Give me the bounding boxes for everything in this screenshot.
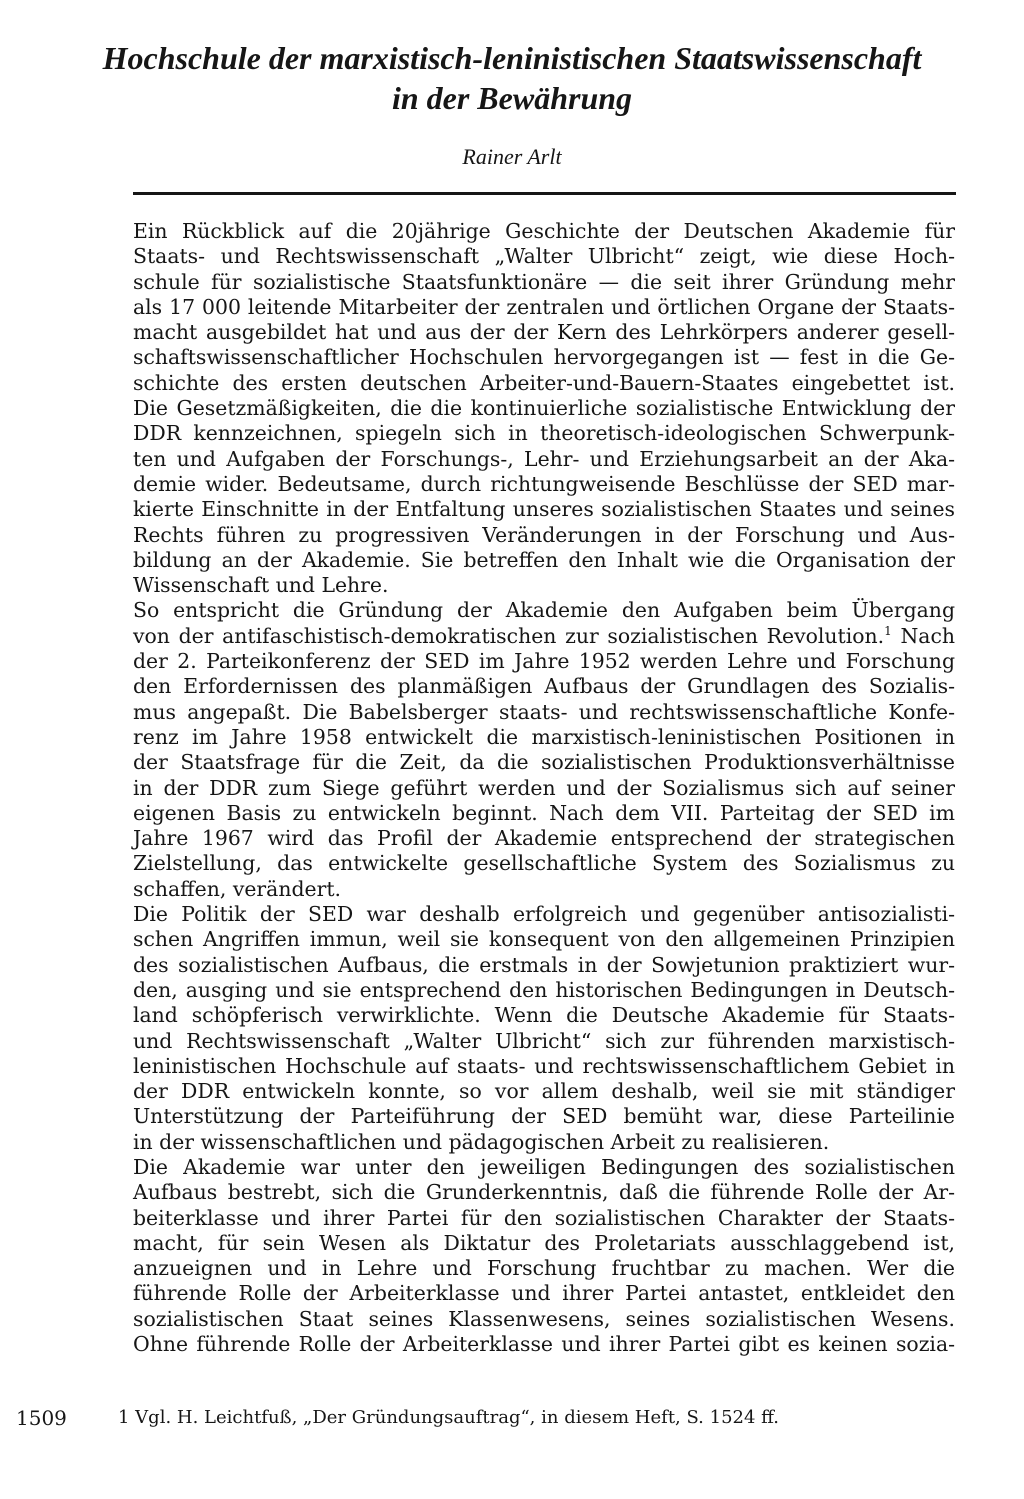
body-line: ten und Aufgaben der Forschungs-, Lehr- und Erziehungsarbeit an der Aka-	[133, 446, 955, 471]
body-line: in der wissenschaftlichen und pädagogischen Arbeit zu realisieren.	[133, 1129, 830, 1154]
body-line: in der DDR zum Siege geführt werden und der Sozialismus sich auf seiner	[133, 775, 955, 800]
page-number: 1509	[16, 1406, 67, 1430]
body-line: Die Akademie war unter den jeweiligen Bedingungen des sozialistischen	[133, 1154, 955, 1179]
body-line: land schöpferisch verwirklichte. Wenn die Deutsche Akademie für Staats-	[133, 1003, 955, 1028]
body-line: schule für sozialistische Staatsfunktionäre — die seit ihrer Gründung mehr	[133, 269, 955, 294]
article-title-line-1: Hochschule der marxistisch-leninistischen Staatswissenschaft	[102, 40, 922, 76]
body-line: Unterstützung der Parteiführung der SED bemüht war, diese Parteilinie	[133, 1104, 955, 1129]
body-line: renz im Jahre 1958 entwickelt die marxistisch-leninistischen Positionen in	[133, 724, 955, 749]
body-line: DDR kennzeichnen, spiegeln sich in theoretisch-ideologischen Schwerpunk-	[133, 421, 955, 446]
body-line-text: von der antifaschistisch-demokratischen zur sozialistischen Revolution.	[133, 623, 885, 648]
body-line: beiterklasse und ihrer Partei für den sozialistischen Charakter der Staats-	[133, 1205, 955, 1230]
body-line: Jahre 1967 wird das Profil der Akademie entsprechend der strategischen	[133, 826, 955, 851]
body-line: führende Rolle der Arbeiterklasse und ihrer Partei antastet, entkleidet den	[133, 1281, 955, 1306]
body-line: der DDR entwickeln konnte, so vor allem deshalb, weil sie mit ständiger	[133, 1079, 955, 1104]
article-title-line-2: in der Bewährung	[391, 80, 633, 116]
body-line: des sozialistischen Aufbaus, die erstmals in der Sowjetunion praktiziert wur-	[133, 952, 955, 977]
body-line: der Staatsfrage für die Zeit, da die sozialistischen Produktionsverhältnisse	[133, 750, 955, 775]
body-line: den, ausging und sie entsprechend den historischen Bedingungen in Deutsch-	[133, 977, 955, 1002]
body-line: bildung an der Akademie. Sie betreffen den Inhalt wie die Organisation der	[133, 547, 955, 572]
body-line: Rechts führen zu progressiven Veränderungen in der Forschung und Aus-	[133, 522, 955, 547]
body-line: leninistischen Hochschule auf staats- und rechtswissenschaftlichem Gebiet in	[133, 1053, 955, 1078]
body-line: Aufbaus bestrebt, sich die Grunderkenntnis, daß die führende Rolle der Ar-	[133, 1180, 955, 1205]
body-line: der 2. Parteikonferenz der SED im Jahre 1952 werden Lehre und Forschung	[133, 649, 955, 674]
body-line: Ohne führende Rolle der Arbeiterklasse und ihrer Partei gibt es keinen sozia-	[133, 1332, 955, 1357]
body-line: sozialistischen Staat seines Klassenwesens, seines sozialistischen Wesens.	[133, 1306, 955, 1331]
body-line: Die Gesetzmäßigkeiten, die die kontinuierliche sozialistische Entwicklung der	[133, 396, 955, 421]
body-line: Ein Rückblick auf die 20jährige Geschichte der Deutschen Akademie für	[133, 219, 955, 243]
body-line: schen Angriffen immun, weil sie konsequent von den allgemeinen Prinzipien	[133, 927, 955, 952]
body-line: So entspricht die Gründung der Akademie den Aufgaben beim Übergang	[133, 598, 955, 623]
body-line-tail: Nach	[891, 623, 955, 648]
body-line: mus angepaßt. Die Babelsberger staats- und rechtswissenschaftliche Konfe-	[133, 699, 955, 724]
footnote-marker: 1	[884, 623, 892, 638]
body-line: den Erfordernissen des planmäßigen Aufbaus der Grundlagen des Sozialis-	[133, 674, 955, 699]
body-line: schaftswissenschaftlicher Hochschulen hervorgegangen ist — fest in die Ge-	[133, 345, 955, 370]
body-line-with-footnote	[133, 624, 955, 649]
body-line: anzueignen und in Lehre und Forschung fruchtbar zu machen. Wer die	[133, 1256, 955, 1281]
title-divider	[133, 192, 956, 195]
body-line: und Rechtswissenschaft „Walter Ulbricht“ sich zur führenden marxistisch-	[133, 1028, 955, 1053]
body-line: als 17 000 leitende Mitarbeiter der zentralen und örtlichen Organe der Staats-	[133, 294, 955, 319]
body-line: eigenen Basis zu entwickeln beginnt. Nach dem VII. Parteitag der SED im	[133, 800, 955, 825]
body-line: Wissenschaft und Lehre.	[133, 573, 389, 598]
body-line: kierte Einschnitte in der Entfaltung unseres sozialistischen Staates und seines	[133, 497, 955, 522]
body-line: Zielstellung, das entwickelte gesellschaftliche System des Sozialismus zu	[133, 851, 955, 876]
body-line: macht ausgebildet hat und aus der der Kern des Lehrkörpers anderer gesell-	[133, 320, 955, 345]
body-line: Die Politik der SED war deshalb erfolgreich und gegenüber antisozialisti-	[133, 902, 955, 927]
body-line: Staats- und Rechtswissenschaft „Walter Ulbricht“ zeigt, wie diese Hoch-	[133, 244, 955, 269]
body-line: demie wider. Bedeutsame, durch richtungweisende Beschlüsse der SED mar-	[133, 471, 955, 496]
article-body	[133, 219, 955, 1357]
footnote: 1 Vgl. H. Leichtfuß, „Der Gründungsauftrag“, in diesem Heft, S. 1524 ff.	[118, 1407, 780, 1428]
body-line: schichte des ersten deutschen Arbeiter-und-Bauern-Staates eingebettet ist.	[133, 370, 955, 395]
author-name: Rainer Arlt	[462, 144, 562, 169]
page-footer	[0, 1404, 1024, 1434]
body-line: macht, für sein Wesen als Diktatur des Proletariats ausschlaggebend ist,	[133, 1230, 955, 1255]
body-line: schaffen, verändert.	[133, 876, 341, 901]
